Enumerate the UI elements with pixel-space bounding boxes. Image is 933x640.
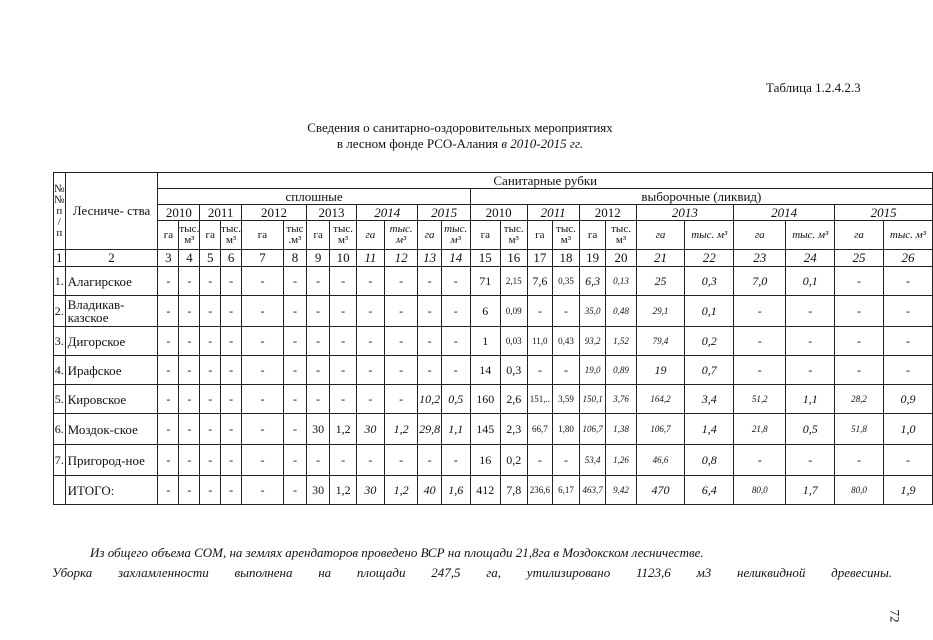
column-number: 25 [835, 250, 884, 267]
table-cell: - [158, 356, 179, 385]
column-number: 5 [200, 250, 221, 267]
header-forestry: Лесниче- ства [65, 173, 158, 250]
column-number: 19 [579, 250, 606, 267]
table-cell: 6,4 [685, 476, 734, 505]
row-number: 6. [54, 414, 66, 445]
table-cell: - [356, 267, 384, 296]
row-forestry-name: Владикав-казское [65, 296, 158, 327]
table-cell: 0,5 [786, 414, 835, 445]
table-title [180, 120, 740, 152]
header-solid: сплошные [158, 189, 470, 205]
table-cell: - [179, 445, 200, 476]
table-cell: - [200, 267, 221, 296]
table-cell: - [179, 327, 200, 356]
table-cell: 71 [470, 267, 500, 296]
table-cell: - [418, 267, 441, 296]
table-cell: - [835, 296, 884, 327]
row-number: 1. [54, 267, 66, 296]
table-cell: - [242, 414, 284, 445]
column-number: 7 [242, 250, 284, 267]
table-cell: 19,0 [579, 356, 606, 385]
table-cell: - [734, 445, 786, 476]
column-number: 20 [606, 250, 636, 267]
table-cell: 30 [356, 414, 384, 445]
row-forestry-name: Моздок-ское [65, 414, 158, 445]
table-cell: - [553, 445, 580, 476]
table-cell: 53,4 [579, 445, 606, 476]
table-cell: - [283, 296, 306, 327]
table-cell: 79,4 [636, 327, 685, 356]
table-cell: - [883, 445, 932, 476]
table-cell: - [418, 327, 441, 356]
header-column-numbers [54, 250, 933, 267]
table-row [54, 296, 933, 327]
table-cell: 16 [470, 445, 500, 476]
table-cell: - [330, 267, 357, 296]
table-cell: 30 [307, 476, 330, 505]
table-cell: - [330, 356, 357, 385]
table-cell: - [384, 267, 418, 296]
table-cell: - [283, 445, 306, 476]
table-cell: - [221, 476, 242, 505]
table-cell: - [418, 296, 441, 327]
table-cell: - [221, 327, 242, 356]
table-cell: - [883, 356, 932, 385]
year-header: 2011 [200, 205, 242, 221]
table-cell: - [200, 476, 221, 505]
table-cell: - [221, 356, 242, 385]
row-number: 3. [54, 327, 66, 356]
table-cell: - [242, 356, 284, 385]
table-row [54, 476, 933, 505]
table-cell: - [527, 445, 553, 476]
table-cell: - [734, 296, 786, 327]
column-number: 10 [330, 250, 357, 267]
table-cell: - [242, 385, 284, 414]
column-number: 8 [283, 250, 306, 267]
table-cell: 51,2 [734, 385, 786, 414]
table-cell: 1 [470, 327, 500, 356]
note-line-2: Уборка захламленности выполнена на площади 247,5 га, утилизировано 1123,6 м3 неликвидной древесины. [52, 565, 892, 580]
year-header: 2015 [835, 205, 933, 221]
table-cell: - [179, 356, 200, 385]
table-cell: 21,8 [734, 414, 786, 445]
page-number: 72 [887, 609, 903, 623]
table-cell: - [883, 267, 932, 296]
table-cell: - [283, 476, 306, 505]
table-cell: - [221, 296, 242, 327]
table-cell: 0,7 [685, 356, 734, 385]
year-header: 2014 [356, 205, 418, 221]
table-cell: 1,1 [441, 414, 470, 445]
table-cell: 1,80 [553, 414, 580, 445]
unit-header: га [418, 221, 441, 250]
unit-header: га [356, 221, 384, 250]
table-cell: - [307, 356, 330, 385]
column-number: 11 [356, 250, 384, 267]
row-number: 2. [54, 296, 66, 327]
table-cell: 1,2 [330, 414, 357, 445]
table-cell: 463,7 [579, 476, 606, 505]
unit-header: тыс. м³ [786, 221, 835, 250]
table-cell: - [418, 356, 441, 385]
table-cell: 106,7 [579, 414, 606, 445]
unit-header: тыс. м³ [553, 221, 580, 250]
table-cell: - [553, 296, 580, 327]
table-cell: - [330, 445, 357, 476]
table-cell: - [179, 385, 200, 414]
table-cell: - [527, 296, 553, 327]
table-cell: - [330, 385, 357, 414]
row-forestry-name: Ирафское [65, 356, 158, 385]
table-cell: - [200, 385, 221, 414]
table-cell: - [307, 267, 330, 296]
table-cell: 0,1 [685, 296, 734, 327]
year-header: 2010 [470, 205, 527, 221]
table-cell: 19 [636, 356, 685, 385]
title-line-1: Сведения о санитарно-оздоровительных мероприятиях [307, 120, 613, 135]
column-number: 4 [179, 250, 200, 267]
unit-header: га [835, 221, 884, 250]
table-cell: - [200, 414, 221, 445]
table-cell: 80,0 [835, 476, 884, 505]
row-forestry-name: Кировское [65, 385, 158, 414]
table-cell: 0,1 [786, 267, 835, 296]
table-cell: - [283, 356, 306, 385]
table-cell: - [883, 327, 932, 356]
table-cell: 51,8 [835, 414, 884, 445]
sanitary-cutting-table [53, 172, 933, 505]
unit-header: тыс. м³ [685, 221, 734, 250]
table-cell: - [356, 327, 384, 356]
year-header: 2013 [307, 205, 357, 221]
table-cell: 80,0 [734, 476, 786, 505]
year-header: 2010 [158, 205, 200, 221]
table-cell: 1,9 [883, 476, 932, 505]
column-number: 22 [685, 250, 734, 267]
unit-header: га [242, 221, 284, 250]
table-cell: - [283, 267, 306, 296]
table-header [54, 173, 933, 267]
column-number: 23 [734, 250, 786, 267]
header-number: № № п / п [54, 173, 66, 250]
unit-header: тыс. м³ [441, 221, 470, 250]
table-cell: - [786, 356, 835, 385]
table-cell: - [441, 327, 470, 356]
row-number: 4. [54, 356, 66, 385]
table-cell: - [441, 356, 470, 385]
table-cell: - [221, 267, 242, 296]
table-cell: 1,1 [786, 385, 835, 414]
table-cell: - [307, 296, 330, 327]
row-forestry-name: Пригород-ное [65, 445, 158, 476]
table-cell: 1,0 [883, 414, 932, 445]
table-cell: 7,8 [500, 476, 527, 505]
table-cell: - [356, 356, 384, 385]
table-cell: 0,43 [553, 327, 580, 356]
table-cell: 0,35 [553, 267, 580, 296]
header-sanitary-cuttings: Санитарные рубки [158, 173, 933, 189]
table-cell: - [441, 445, 470, 476]
table-cell: - [179, 476, 200, 505]
table-row [54, 445, 933, 476]
table-cell: 0,3 [500, 356, 527, 385]
unit-header: га [527, 221, 553, 250]
table-cell: 0,13 [606, 267, 636, 296]
table-body [54, 267, 933, 505]
table-cell: 470 [636, 476, 685, 505]
table-number: Таблица 1.2.4.2.3 [766, 80, 861, 95]
unit-header: тыс. м³ [500, 221, 527, 250]
table-cell: 2,3 [500, 414, 527, 445]
table-cell: 3,59 [553, 385, 580, 414]
table-cell: - [242, 296, 284, 327]
table-cell: - [384, 356, 418, 385]
table-cell: - [158, 445, 179, 476]
table-cell: - [242, 267, 284, 296]
table-cell: - [356, 296, 384, 327]
table-cell: 164,2 [636, 385, 685, 414]
row-number: 7. [54, 445, 66, 476]
table-cell: 6,17 [553, 476, 580, 505]
table-cell: 30 [307, 414, 330, 445]
column-number: 14 [441, 250, 470, 267]
table-cell: 6 [470, 296, 500, 327]
unit-header: га [307, 221, 330, 250]
row-forestry-name: ИТОГО: [65, 476, 158, 505]
table-cell: - [835, 267, 884, 296]
table-cell: 40 [418, 476, 441, 505]
title-line-2-regular: в лесном фонде РСО-Алания [336, 136, 499, 151]
table-cell: - [221, 445, 242, 476]
table-cell: - [384, 445, 418, 476]
header-units [54, 221, 933, 250]
table-cell: - [200, 296, 221, 327]
column-number: 1 [54, 250, 66, 267]
table-cell: - [384, 296, 418, 327]
table-cell: 28,2 [835, 385, 884, 414]
unit-header: га [734, 221, 786, 250]
table-cell: - [307, 385, 330, 414]
table-cell: 66,7 [527, 414, 553, 445]
table-cell: 236,6 [527, 476, 553, 505]
table-cell: - [242, 476, 284, 505]
note-line-1: Из общего объема СОМ, на землях арендаторов проведено ВСР на площади 21,8га в Моздокском лесничестве. [90, 545, 704, 560]
table-cell: - [441, 296, 470, 327]
header-years [54, 205, 933, 221]
table-cell: - [221, 385, 242, 414]
table-cell: - [441, 267, 470, 296]
table-cell: - [307, 445, 330, 476]
column-number: 15 [470, 250, 500, 267]
table-cell: - [158, 267, 179, 296]
table-cell: 3,76 [606, 385, 636, 414]
table-cell: 0,8 [685, 445, 734, 476]
column-number: 12 [384, 250, 418, 267]
table-cell: 0,2 [500, 445, 527, 476]
table-cell: 9,42 [606, 476, 636, 505]
column-number: 18 [553, 250, 580, 267]
table-cell: 1,2 [384, 476, 418, 505]
unit-header: тыс. м³ [221, 221, 242, 250]
table-cell: 7,0 [734, 267, 786, 296]
year-header: 2011 [527, 205, 579, 221]
table-cell: - [283, 414, 306, 445]
table-cell: - [527, 356, 553, 385]
title-line-2-italic: в 2010-2015 гг. [501, 136, 584, 151]
row-forestry-name: Дигорское [65, 327, 158, 356]
table-cell: 3,4 [685, 385, 734, 414]
table-cell: 0,2 [685, 327, 734, 356]
row-number: 5. [54, 385, 66, 414]
table-cell: 106,7 [636, 414, 685, 445]
table-cell: 2,6 [500, 385, 527, 414]
table-cell: 1,6 [441, 476, 470, 505]
column-number: 2 [65, 250, 158, 267]
table-cell: 93,2 [579, 327, 606, 356]
table-cell: - [786, 296, 835, 327]
unit-header: тыс. м³ [883, 221, 932, 250]
table-cell: - [307, 327, 330, 356]
table-cell: 1,38 [606, 414, 636, 445]
year-header: 2014 [734, 205, 835, 221]
column-number: 26 [883, 250, 932, 267]
table-cell: - [553, 356, 580, 385]
table-cell: 0,48 [606, 296, 636, 327]
column-number: 3 [158, 250, 179, 267]
table-cell: - [158, 296, 179, 327]
table-row [54, 267, 933, 296]
table-cell: - [356, 445, 384, 476]
table-cell: - [330, 327, 357, 356]
table-cell: - [200, 327, 221, 356]
column-number: 24 [786, 250, 835, 267]
table-cell: 2,15 [500, 267, 527, 296]
column-number: 16 [500, 250, 527, 267]
table-cell: - [835, 445, 884, 476]
table-cell: 160 [470, 385, 500, 414]
table-cell: - [418, 445, 441, 476]
table-cell: - [883, 296, 932, 327]
table-cell: - [179, 267, 200, 296]
table-cell: 0,5 [441, 385, 470, 414]
year-header: 2012 [579, 205, 636, 221]
table-cell: - [734, 356, 786, 385]
table-cell: 30 [356, 476, 384, 505]
table-cell: 29,8 [418, 414, 441, 445]
table-cell: 0,9 [883, 385, 932, 414]
table-frame [53, 172, 926, 529]
unit-header: га [636, 221, 685, 250]
table-cell: 0,3 [685, 267, 734, 296]
unit-header: га [470, 221, 500, 250]
column-number: 21 [636, 250, 685, 267]
header-selective: выборочные (ликвид) [470, 189, 932, 205]
table-cell: - [734, 327, 786, 356]
table-cell: - [384, 327, 418, 356]
table-cell: - [786, 327, 835, 356]
table-cell: 1,2 [330, 476, 357, 505]
table-cell: 0,89 [606, 356, 636, 385]
table-cell: 412 [470, 476, 500, 505]
table-cell: 7,6 [527, 267, 553, 296]
table-cell: - [221, 414, 242, 445]
table-cell: 1,4 [685, 414, 734, 445]
table-row [54, 327, 933, 356]
table-cell: - [330, 296, 357, 327]
table-cell: 46,6 [636, 445, 685, 476]
title-line-2 [180, 136, 740, 152]
table-cell: - [179, 296, 200, 327]
column-number: 17 [527, 250, 553, 267]
table-cell: 1,52 [606, 327, 636, 356]
table-cell: - [356, 385, 384, 414]
table-cell: - [179, 414, 200, 445]
unit-header: тыс. м³ [179, 221, 200, 250]
table-cell: 11,0 [527, 327, 553, 356]
table-cell: - [158, 414, 179, 445]
table-cell: - [158, 327, 179, 356]
table-cell: 151,.. [527, 385, 553, 414]
table-cell: 6,3 [579, 267, 606, 296]
table-cell: 25 [636, 267, 685, 296]
table-cell: 10,2 [418, 385, 441, 414]
table-cell: - [283, 327, 306, 356]
table-cell: - [200, 356, 221, 385]
table-cell: 35,0 [579, 296, 606, 327]
table-cell: 14 [470, 356, 500, 385]
unit-header: га [200, 221, 221, 250]
table-cell: - [158, 476, 179, 505]
unit-header: тыс .м³ [283, 221, 306, 250]
column-number: 6 [221, 250, 242, 267]
year-header: 2012 [242, 205, 307, 221]
unit-header: га [579, 221, 606, 250]
table-cell: - [835, 327, 884, 356]
table-cell: - [200, 445, 221, 476]
table-cell: 0,03 [500, 327, 527, 356]
unit-header: тыс. м³ [384, 221, 418, 250]
table-cell: - [786, 445, 835, 476]
table-row [54, 356, 933, 385]
row-number [54, 476, 66, 505]
table-cell: - [242, 445, 284, 476]
table-cell: 150,1 [579, 385, 606, 414]
table-row [54, 385, 933, 414]
table-cell: - [242, 327, 284, 356]
table-row [54, 414, 933, 445]
table-cell: - [384, 385, 418, 414]
row-forestry-name: Алагирское [65, 267, 158, 296]
table-cell: - [283, 385, 306, 414]
column-number: 13 [418, 250, 441, 267]
unit-header: га [158, 221, 179, 250]
year-header: 2015 [418, 205, 470, 221]
unit-header: тыс. м³ [330, 221, 357, 250]
table-cell: 1,26 [606, 445, 636, 476]
unit-header: тыс. м³ [606, 221, 636, 250]
year-header: 2013 [636, 205, 734, 221]
table-cell: 145 [470, 414, 500, 445]
table-cell: 29,1 [636, 296, 685, 327]
table-cell: - [835, 356, 884, 385]
table-cell: 1,7 [786, 476, 835, 505]
table-cell: 1,2 [384, 414, 418, 445]
table-cell: 0,09 [500, 296, 527, 327]
column-number: 9 [307, 250, 330, 267]
table-cell: - [158, 385, 179, 414]
